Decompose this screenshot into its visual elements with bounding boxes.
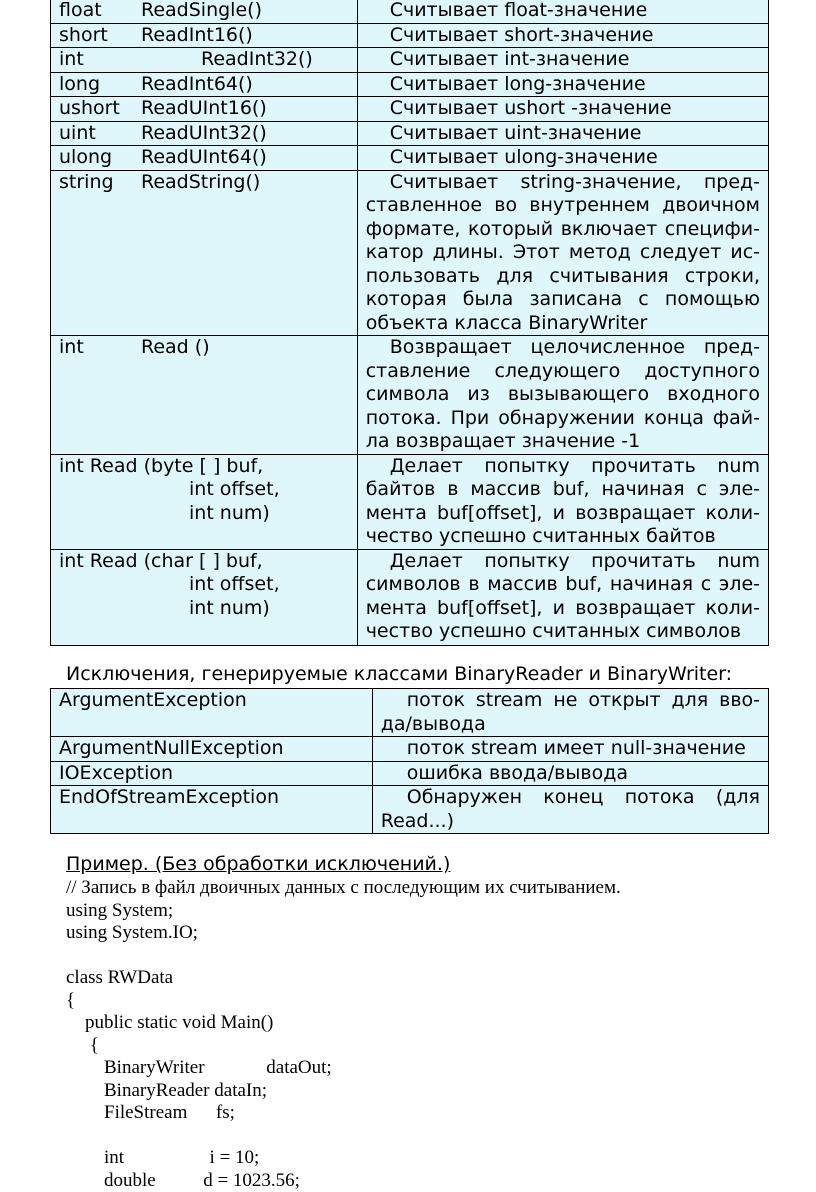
table-row [51, 786, 769, 834]
exceptions-caption: Исключения, генерируемые классами BinaryReader и BinaryWriter: [66, 663, 732, 686]
code-line: int i = 10; [66, 1147, 621, 1170]
table-row [51, 549, 769, 645]
method-cell [51, 454, 358, 549]
method-label: ReadUInt64() [141, 146, 267, 170]
description-cell: Делает попытку прочитать num байтов в массив buf, начиная с эле-мента buf[offset], и возвращает коли-чество успешно считанных байтов [357, 454, 768, 549]
table-row [51, 0, 769, 23]
description-cell: Возвращает целочисленное пред-ставление следующего доступного символа из вызывающего входного потока. При обнаружении конца фай-ла возвращает значение -1 [357, 336, 768, 455]
exceptions-table [50, 688, 769, 834]
method-cell [51, 336, 358, 455]
method-cell [51, 0, 358, 23]
method-cell [51, 146, 358, 171]
description-cell [357, 121, 768, 146]
description-cell: Делает попытку прочитать num символов в массив buf, начиная с эле-мента buf[offset], и возвращает коли-чество успешно считанных символов [357, 549, 768, 645]
table-row [51, 170, 769, 336]
type-label: int [59, 336, 141, 360]
signature-line: int offset, [59, 573, 349, 597]
description-text: Считывает int-значение [366, 48, 630, 70]
table-row [51, 737, 769, 762]
description-cell [357, 48, 768, 73]
type-label: short [59, 24, 141, 48]
code-line: public static void Main() [66, 1012, 621, 1035]
method-label: Read () [141, 336, 210, 360]
description-cell [357, 97, 768, 122]
signature-line: int num) [59, 502, 349, 526]
type-label: long [59, 73, 141, 97]
exception-description: ошибка ввода/вывода [372, 761, 768, 786]
method-label: ReadSingle() [141, 0, 262, 23]
description-cell [357, 23, 768, 48]
method-label: ReadInt64() [141, 73, 253, 97]
method-cell [51, 549, 358, 645]
code-line: BinaryReader dataIn; [66, 1080, 621, 1103]
type-label: float [59, 0, 141, 23]
code-line: using System; [66, 900, 621, 923]
description-text: Считывает ulong-значение [366, 146, 658, 168]
exception-description: поток stream имеет null-значение [372, 737, 768, 762]
exception-name: EndOfStreamException [51, 786, 373, 834]
description-text: Считывает short-значение [366, 24, 654, 46]
method-cell [51, 23, 358, 48]
method-cell [51, 97, 358, 122]
exception-description: Обнаружен конец потока (для Read...) [372, 786, 768, 834]
description-text: Считывает float-значение [366, 0, 648, 21]
table-row [51, 146, 769, 171]
code-line: FileStream fs; [66, 1102, 621, 1125]
code-listing [66, 877, 621, 1192]
description-cell [357, 146, 768, 171]
signature-line: int Read (byte [ ] buf, [59, 455, 349, 479]
method-label: ReadInt32() [141, 48, 313, 72]
methods-table [50, 0, 769, 646]
type-label: uint [59, 122, 141, 146]
method-cell [51, 121, 358, 146]
table-row [51, 761, 769, 786]
exception-name: ArgumentNullException [51, 737, 373, 762]
description-text: Считывает uint-значение [366, 122, 642, 144]
type-label: int [59, 48, 141, 72]
code-line: { [66, 990, 621, 1013]
table-row [51, 97, 769, 122]
table-row [51, 23, 769, 48]
signature-line: int num) [59, 597, 349, 621]
table-row [51, 454, 769, 549]
code-blank-line [66, 945, 621, 968]
code-line: BinaryWriter dataOut; [66, 1057, 621, 1080]
exception-description: поток stream не открыт для вво-да/вывода [372, 689, 768, 737]
method-label: ReadInt16() [141, 24, 253, 48]
signature-line: int Read (char [ ] buf, [59, 550, 349, 574]
method-label: ReadUInt32() [141, 122, 267, 146]
table-row [51, 336, 769, 455]
table-row [51, 121, 769, 146]
signature-line: int offset, [59, 478, 349, 502]
exception-name: ArgumentException [51, 689, 373, 737]
method-label: ReadString() [141, 171, 260, 195]
method-label: ReadUInt16() [141, 97, 267, 121]
code-line: double d = 1023.56; [66, 1170, 621, 1192]
description-cell: Считывает string-значение, пред-ставленное во внутреннем двоичном формате, который включает специфи-катор длины. Этот метод следует ис-пользовать для считывания строки, которая была записана с помощью объекта класса BinaryWriter [357, 170, 768, 336]
description-text: Считывает long-значение [366, 73, 646, 95]
table-row [51, 689, 769, 737]
code-line: class RWData [66, 967, 621, 990]
code-line: using System.IO; [66, 922, 621, 945]
type-label: string [59, 171, 141, 195]
description-cell [357, 0, 768, 23]
type-label: ulong [59, 146, 141, 170]
method-cell [51, 48, 358, 73]
code-line: { [66, 1035, 621, 1058]
example-title: Пример. (Без обработки исключений.) [66, 853, 450, 876]
method-cell [51, 72, 358, 97]
description-cell [357, 72, 768, 97]
type-label: ushort [59, 97, 141, 121]
description-text: Считывает ushort -значение [366, 97, 672, 119]
exception-name: IOException [51, 761, 373, 786]
method-cell [51, 170, 358, 336]
table-row [51, 72, 769, 97]
table-row [51, 48, 769, 73]
code-comment: // Запись в файл двоичных данных с последующим их считыванием. [66, 877, 621, 900]
code-blank-line [66, 1125, 621, 1148]
